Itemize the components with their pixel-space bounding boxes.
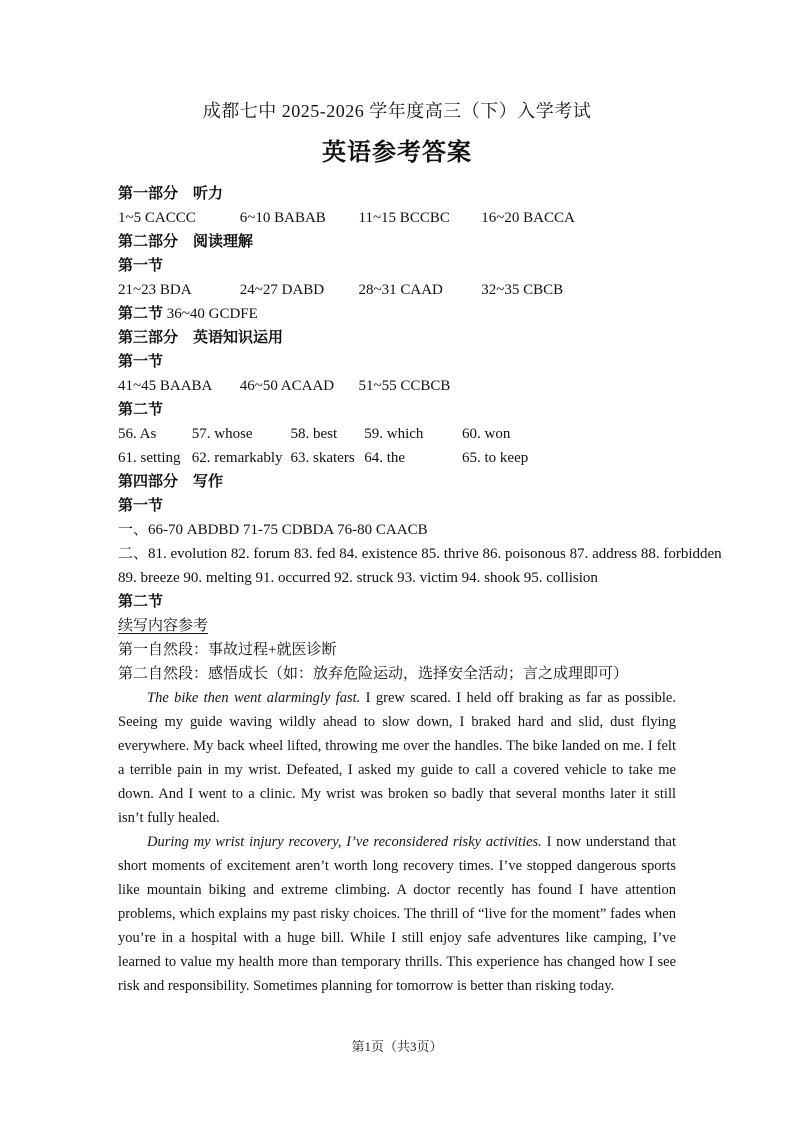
- answer-cell: 41~45 BAABA: [118, 378, 213, 394]
- seven-select-five-answers: 36~40 GCDFE: [166, 306, 258, 322]
- answer-key-content: [118, 182, 722, 998]
- answer-cell: 21~23 BDA: [118, 282, 192, 298]
- page-number-footer: 第1页（共3页）: [351, 1039, 443, 1054]
- answer-cell: 51~55 CCBCB: [358, 378, 451, 394]
- answer-cell: 16~20 BACCA: [481, 210, 575, 226]
- part3-heading: 第三部分 英语知识运用: [118, 329, 284, 346]
- answer-cell: 28~31 CAAD: [358, 282, 443, 298]
- cloze-answers-row: [118, 374, 676, 398]
- continuation-reference-title: [118, 614, 676, 638]
- answer-cell: 32~35 CBCB: [481, 282, 564, 298]
- part4-section1-heading: 第一节: [118, 497, 164, 514]
- writing-answers-line-2: 二、81. evolution 82. forum 83. fed 84. existence 85. thrive 86. poisonous 87. address 88. forbidden: [118, 546, 722, 562]
- paragraph-outline-1: 第一自然段：事故过程+就医诊断: [118, 642, 337, 658]
- answer-cell: 57. whose: [191, 426, 253, 442]
- writing-answers-line-1: 一、66-70 ABDBD 71-75 CDBDA 76-80 CAACB: [118, 522, 428, 538]
- essay-paragraph-1: [118, 686, 676, 830]
- answer-cell: 59. which: [364, 426, 424, 442]
- part1-heading: 第一部分 听力: [118, 185, 224, 202]
- answer-cell: 11~15 BCCBC: [358, 210, 450, 226]
- answer-cell: 1~5 CACCC: [118, 210, 196, 226]
- essay-paragraph-1-lead: The bike then went alarmingly fast.: [147, 690, 361, 706]
- answer-cell: 24~27 DABD: [239, 282, 325, 298]
- answer-cell: 63. skaters: [290, 450, 355, 466]
- answer-cell: 62. remarkably: [191, 450, 283, 466]
- answer-cell: 61. setting: [118, 450, 181, 466]
- essay-paragraph-1-body: I grew scared. I held off braking as far as possible. Seeing my guide waving wildly ahead to slow down, I braked hard and slid, dust flying everywhere. My back wheel lifted, throwing me over the handles. The bike landed on me. I felt a terrible pain in my wrist. Defeated, I asked my guide to call a covered vehicle to take me down. And I went to a clinic. My wrist was broken so badly that several months later it still isn’t fully healed.: [118, 690, 676, 826]
- part3-section2-heading: 第二节: [118, 401, 164, 418]
- grammar-fill-row-2: [118, 446, 676, 470]
- answer-cell: 60. won: [462, 426, 511, 442]
- writing-answers-line-3: 89. breeze 90. melting 91. occurred 92. struck 93. victim 94. shook 95. collision: [118, 570, 598, 586]
- essay-paragraph-2: [118, 830, 676, 998]
- essay-paragraph-2-body: I now understand that short moments of excitement aren’t worth long recovery times. I’ve stopped dangerous sports like mountain biking and extreme climbing. A doctor recently has found I have attention problems, which explains my past risky choices. The thrill of “live for the moment” fades when you’re in a hospital with a huge bill. While I still enjoy safe adventures like camping, I’ve learned to value my health more than temporary thrills. This experience has changed how I see risk and responsibility. Sometimes planning for tomorrow is better than risking today.: [118, 834, 676, 994]
- part4-section2-heading: 第二节: [118, 593, 164, 610]
- answer-cell: 64. the: [364, 450, 406, 466]
- continuation-reference-label: 续写内容参考: [118, 618, 209, 634]
- answer-cell: 56. As: [118, 426, 157, 442]
- part2-section2-heading: 第二节: [118, 305, 164, 322]
- answer-key-heading: 英语参考答案: [322, 139, 472, 166]
- listening-answers-row: [118, 206, 676, 230]
- part3-section1-heading: 第一节: [118, 353, 164, 370]
- part2-section1-heading: 第一节: [118, 257, 164, 274]
- answer-cell: 58. best: [290, 426, 338, 442]
- answer-cell: 6~10 BABAB: [239, 210, 326, 226]
- part2-section2-row: [118, 302, 676, 326]
- paragraph-outline-2: 第二自然段：感悟成长（如：放弃危险运动，选择安全活动；言之成理即可）: [118, 666, 629, 682]
- part2-heading: 第二部分 阅读理解: [118, 233, 254, 250]
- part4-heading: 第四部分 写作: [118, 473, 224, 490]
- exam-title: 成都七中 2025-2026 学年度高三（下）入学考试: [202, 101, 592, 121]
- grammar-fill-row-1: [118, 422, 676, 446]
- essay-paragraph-2-lead: During my wrist injury recovery, I’ve reconsidered risky activities.: [147, 834, 542, 850]
- reading-answers-row: [118, 278, 676, 302]
- answer-cell: 46~50 ACAAD: [239, 378, 335, 394]
- answer-cell: 65. to keep: [462, 450, 529, 466]
